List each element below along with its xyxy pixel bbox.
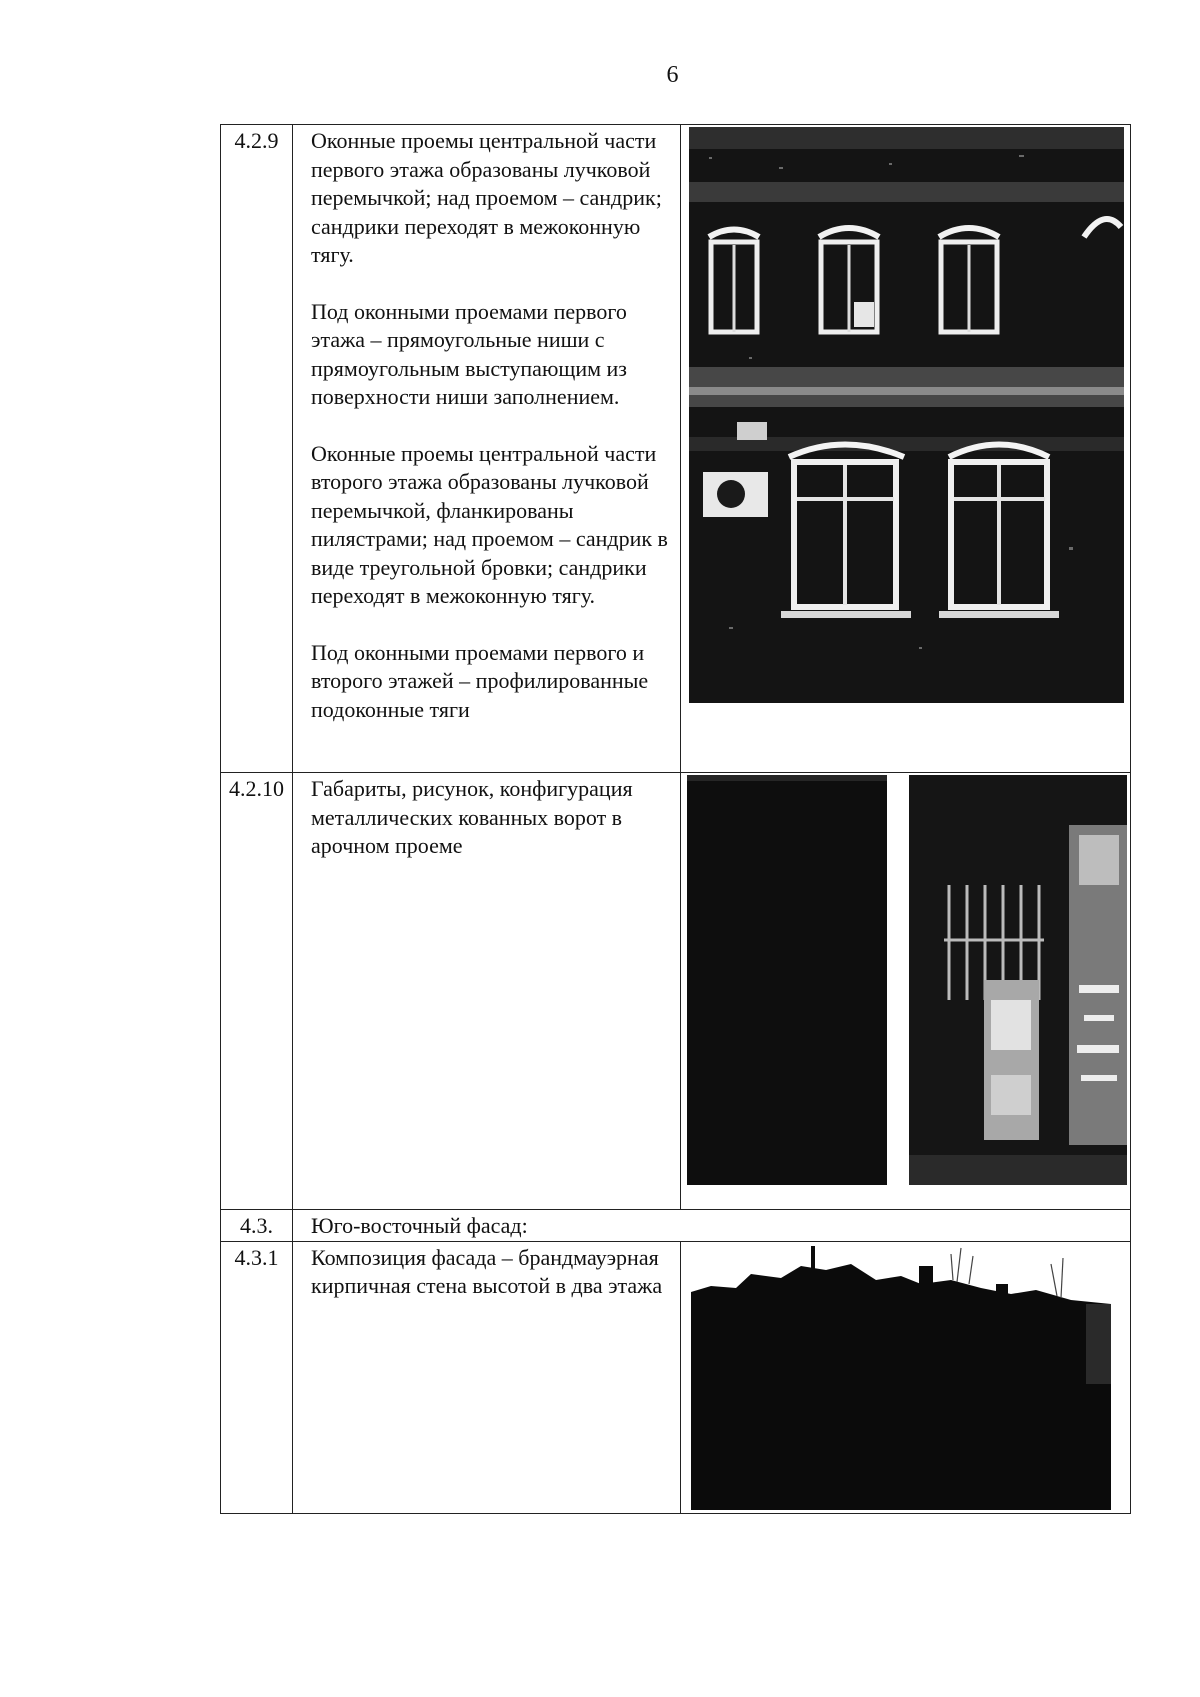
row-number: 4.3. [221,1210,293,1242]
row-description [293,125,681,773]
elements-table [220,124,1131,1514]
page-number: 6 [666,62,679,88]
firewall-photo [691,1244,1111,1510]
table-row [221,125,1131,773]
description-paragraph: Оконные проемы центральной части второго этажа образованы лучковой перемычкой, фланкированы пилястрами; над проемом – сандрик в виде треугольной бровки; сандрики переходят в межоконную тягу. [311,440,668,608]
row-number: 4.2.9 [221,125,293,773]
photo-cell [681,125,1131,773]
gate-photo-left [687,775,887,1185]
description-paragraph: Оконные проемы центральной части первого этажа образованы лучковой перемычкой; над проемом – сандрик; сандрики переходят в межоконную тягу. [311,128,662,267]
description-paragraph: Под оконными проемами первого этажа – прямоугольные ниши с прямоугольным выступающим из поверхности ниши заполнением. [311,298,627,409]
gate-photo-right [909,775,1127,1185]
description-paragraph: Под оконными проемами первого и второго этажей – профилированные подоконные тяги [311,639,649,722]
photo-cell [681,1241,1131,1513]
table-row [221,1241,1131,1513]
table-row [221,773,1131,1210]
description-paragraph: Габариты, рисунок, конфигурация металлических кованных ворот в арочном проеме [311,776,633,858]
row-number: 4.2.10 [221,773,293,1210]
table-row [221,1210,1131,1242]
row-number: 4.3.1 [221,1241,293,1513]
description-paragraph: Композиция фасада – брандмауэрная кирпичная стена высотой в два этажа [311,1244,663,1298]
facade-windows-photo [689,127,1124,703]
row-description [293,1241,681,1513]
row-description [293,773,681,1210]
section-heading: Юго-восточный фасад: [293,1210,1131,1242]
photo-cell [681,773,1131,1210]
